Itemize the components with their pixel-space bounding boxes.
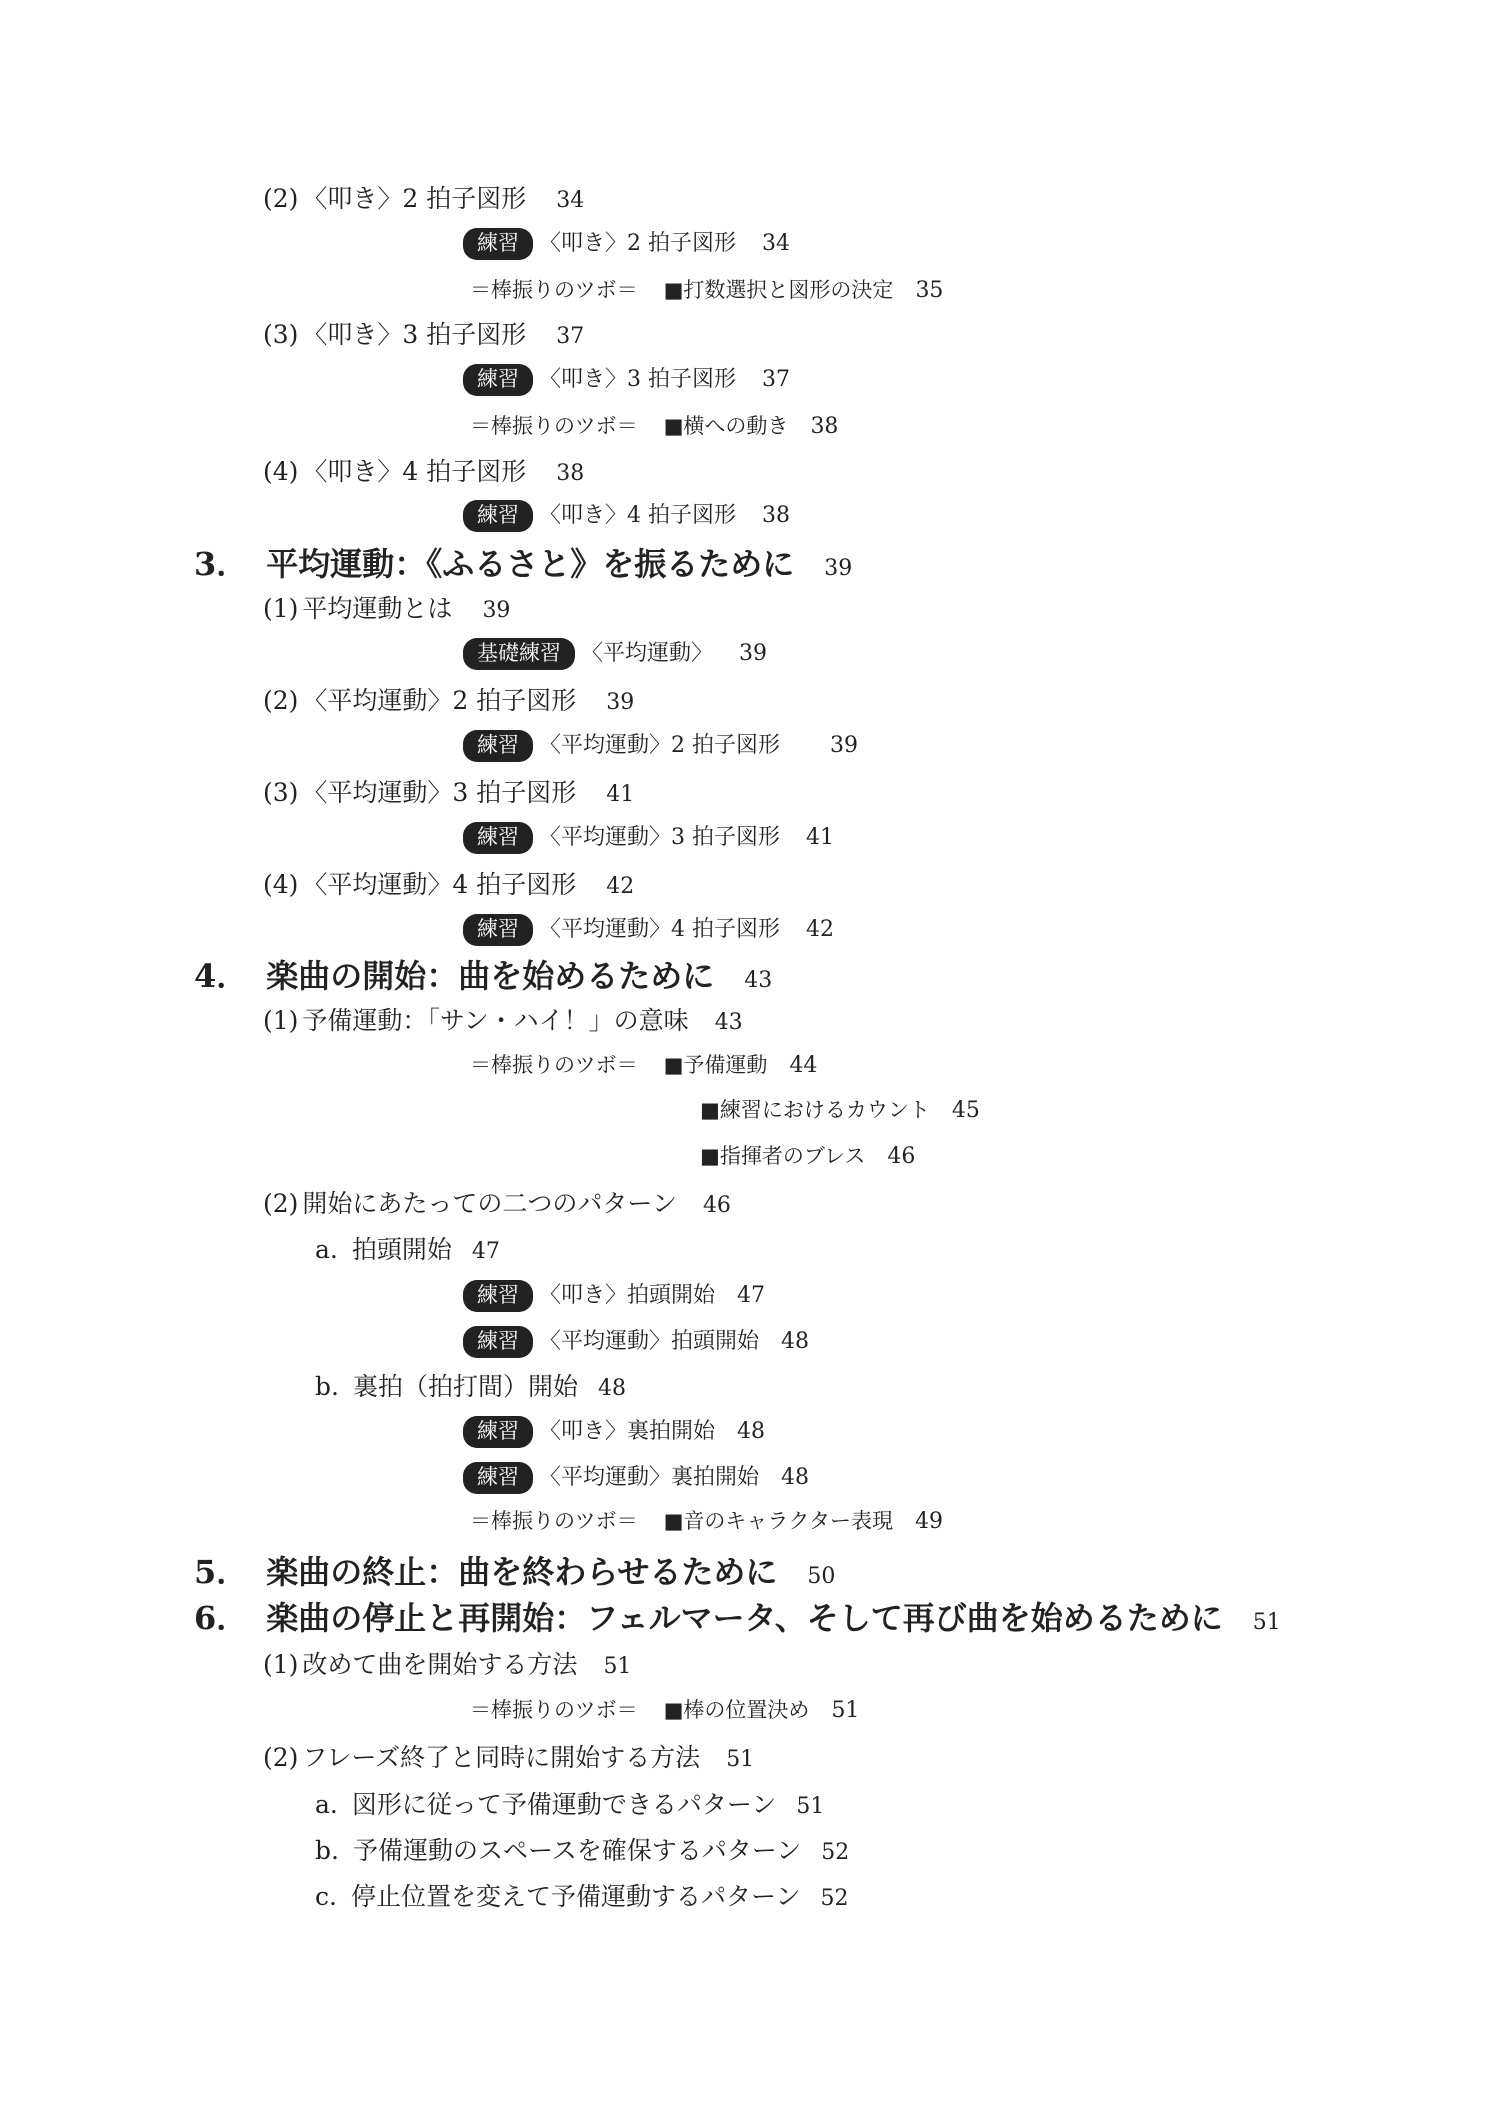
page-number: 39 <box>739 641 768 666</box>
toc-entry[interactable] <box>263 322 584 348</box>
practice-badge: 練習 <box>463 1280 533 1312</box>
page-number: 41 <box>606 782 635 807</box>
tip-label: ＝棒振りのツボ＝ <box>470 1053 638 1077</box>
tip-label: ＝棒振りのツボ＝ <box>470 1698 638 1722</box>
tip-label: ＝棒振りのツボ＝ <box>470 414 638 438</box>
practice-badge: 練習 <box>463 1462 533 1494</box>
entry-number: a. <box>315 1235 338 1264</box>
page-number: 39 <box>482 598 511 623</box>
chapter-heading[interactable] <box>194 957 773 995</box>
practice-title: 〈平均運動〉裏拍開始 <box>539 1465 760 1490</box>
toc-entry[interactable] <box>263 459 584 485</box>
page-number: 35 <box>915 278 944 303</box>
page-number: 51 <box>831 1698 860 1723</box>
toc-entry[interactable] <box>315 1838 849 1864</box>
page-number: 51 <box>726 1747 755 1772</box>
page-number: 34 <box>762 231 790 256</box>
entry-number: (2) <box>263 686 299 715</box>
entry-title: 図形に従って予備運動できるパターン <box>351 1790 777 1819</box>
practice-title: 〈叩き〉4 拍子図形 <box>539 503 736 528</box>
page-number: 51 <box>1252 1610 1281 1635</box>
page-number: 44 <box>789 1053 818 1078</box>
entry-number: b. <box>315 1372 339 1401</box>
entry-title: 〈平均運動〉2 拍子図形 <box>302 686 577 715</box>
page-number: 51 <box>603 1654 632 1679</box>
tip-entry[interactable] <box>470 1511 943 1533</box>
practice-title: 〈叩き〉2 拍子図形 <box>539 231 736 256</box>
tip-title: ■予備運動 <box>663 1053 768 1077</box>
chapter-title: 楽曲の開始：曲を始めるために <box>266 957 715 995</box>
practice-entry[interactable] <box>463 1280 765 1312</box>
page-number: 39 <box>606 690 635 715</box>
practice-title: 〈平均運動〉2 拍子図形 <box>539 733 780 758</box>
page-number: 42 <box>806 917 834 942</box>
tip-title: ■指揮者のブレス <box>700 1144 866 1168</box>
practice-title: 〈平均運動〉拍頭開始 <box>539 1329 760 1354</box>
entry-title: 〈叩き〉3 拍子図形 <box>302 320 527 349</box>
page-number: 39 <box>824 556 853 581</box>
entry-number: (1) <box>263 594 299 623</box>
entry-number: (2) <box>263 1743 299 1772</box>
entry-title: 〈叩き〉2 拍子図形 <box>302 184 527 213</box>
chapter-number: 4． <box>194 957 249 995</box>
toc-entry[interactable] <box>263 1745 754 1771</box>
entry-title: 改めて曲を開始する方法 <box>302 1650 578 1679</box>
page-number: 50 <box>807 1564 836 1589</box>
page-number: 49 <box>915 1509 944 1534</box>
entry-title: 拍頭開始 <box>351 1235 452 1264</box>
page-number: 43 <box>744 968 773 993</box>
entry-title: 〈平均運動〉4 拍子図形 <box>302 870 577 899</box>
page-number: 46 <box>887 1144 916 1169</box>
practice-entry[interactable] <box>463 730 858 762</box>
practice-badge: 練習 <box>463 1416 533 1448</box>
tip-title: ■練習におけるカウント <box>700 1098 930 1122</box>
toc-entry[interactable] <box>263 186 584 212</box>
tip-entry[interactable] <box>700 1146 915 1168</box>
toc-entry[interactable] <box>315 1374 626 1400</box>
entry-number: b. <box>315 1836 339 1865</box>
tip-entry[interactable] <box>470 416 838 438</box>
page-number: 48 <box>781 1329 810 1354</box>
page-number: 39 <box>830 733 858 758</box>
page-number: 52 <box>820 1886 849 1911</box>
entry-number: a. <box>315 1790 338 1819</box>
practice-entry[interactable] <box>463 1416 765 1448</box>
practice-badge: 基礎練習 <box>463 638 575 670</box>
chapter-heading[interactable] <box>194 545 853 583</box>
page-number: 41 <box>806 825 834 850</box>
practice-entry[interactable] <box>463 228 790 260</box>
page-number: 38 <box>556 461 585 486</box>
entry-title: 停止位置を変えて予備運動するパターン <box>350 1882 801 1911</box>
entry-number: (1) <box>263 1650 299 1679</box>
tip-entry[interactable] <box>470 280 943 302</box>
page-number: 48 <box>597 1376 626 1401</box>
entry-title: 裏拍（拍打間）開始 <box>352 1372 578 1401</box>
toc-entry[interactable] <box>263 688 634 714</box>
practice-entry[interactable] <box>463 638 767 670</box>
entry-title: 予備運動のスペースを確保するパターン <box>352 1836 802 1865</box>
entry-number: (4) <box>263 870 299 899</box>
page-number: 48 <box>737 1419 766 1444</box>
entry-title: 〈平均運動〉3 拍子図形 <box>302 778 577 807</box>
chapter-title: 平均運動：《ふるさと》を振るために <box>266 545 795 583</box>
chapter-title: 楽曲の停止と再開始：フェルマータ、そして再び曲を始めるために <box>266 1599 1223 1637</box>
practice-entry[interactable] <box>463 914 834 946</box>
entry-number: (3) <box>263 778 299 807</box>
chapter-number: 3． <box>194 545 249 583</box>
practice-entry[interactable] <box>463 1462 809 1494</box>
toc-entry[interactable] <box>315 1237 500 1263</box>
page-number: 46 <box>702 1193 731 1218</box>
tip-title: ■打数選択と図形の決定 <box>663 278 894 302</box>
entry-number: (2) <box>263 184 299 213</box>
toc-entry[interactable] <box>263 780 634 806</box>
tip-title: ■横への動き <box>663 414 789 438</box>
toc-entry[interactable] <box>263 1191 731 1217</box>
practice-entry[interactable] <box>463 822 834 854</box>
toc-entry[interactable] <box>315 1792 824 1818</box>
practice-badge: 練習 <box>463 730 533 762</box>
entry-number: c. <box>315 1882 337 1911</box>
practice-title: 〈平均運動〉4 拍子図形 <box>539 917 780 942</box>
practice-badge: 練習 <box>463 364 533 396</box>
entry-title: 開始にあたっての二つのパターン <box>302 1189 677 1218</box>
entry-number: (2) <box>263 1189 299 1218</box>
page-number: 47 <box>737 1283 766 1308</box>
page-number: 43 <box>714 1010 743 1035</box>
practice-title: 〈叩き〉3 拍子図形 <box>539 367 736 392</box>
page-number: 37 <box>762 367 790 392</box>
tip-entry[interactable] <box>470 1700 859 1722</box>
entry-title: 〈叩き〉4 拍子図形 <box>302 457 527 486</box>
entry-number: (3) <box>263 320 299 349</box>
practice-title: 〈叩き〉裏拍開始 <box>539 1419 716 1444</box>
practice-badge: 練習 <box>463 822 533 854</box>
entry-number: (1) <box>263 1006 299 1035</box>
tip-title: ■棒の位置決め <box>663 1698 810 1722</box>
entry-number: (4) <box>263 457 299 486</box>
toc-entry[interactable] <box>263 1008 743 1034</box>
practice-entry[interactable] <box>463 500 790 532</box>
page-number: 47 <box>471 1239 500 1264</box>
page-number: 51 <box>796 1794 825 1819</box>
chapter-number: 6． <box>194 1599 249 1637</box>
chapter-title: 楽曲の終止：曲を終わらせるために <box>266 1553 778 1591</box>
practice-badge: 練習 <box>463 914 533 946</box>
practice-badge: 練習 <box>463 500 533 532</box>
tip-title: ■音のキャラクター表現 <box>663 1509 894 1533</box>
practice-entry[interactable] <box>463 1326 809 1358</box>
entry-title: 平均運動とは <box>302 594 453 623</box>
practice-title: 〈平均運動〉3 拍子図形 <box>539 825 780 850</box>
chapter-number: 5． <box>194 1553 249 1591</box>
chapter-heading[interactable] <box>194 1553 836 1591</box>
tip-entry[interactable] <box>700 1100 980 1122</box>
toc-entry[interactable] <box>263 1652 631 1678</box>
practice-title: 〈叩き〉拍頭開始 <box>539 1283 716 1308</box>
page-number: 52 <box>821 1840 850 1865</box>
chapter-heading[interactable] <box>194 1599 1281 1637</box>
page-number: 38 <box>810 414 839 439</box>
toc-entry[interactable] <box>263 596 510 622</box>
page-number: 42 <box>606 874 635 899</box>
practice-entry[interactable] <box>463 364 790 396</box>
practice-title: 〈平均運動〉 <box>581 641 714 666</box>
page-number: 45 <box>951 1098 980 1123</box>
page-number: 34 <box>556 188 585 213</box>
page-number: 38 <box>762 503 790 528</box>
page-number: 48 <box>781 1465 810 1490</box>
entry-title: フレーズ終了と同時に開始する方法 <box>302 1743 701 1772</box>
tip-label: ＝棒振りのツボ＝ <box>470 1509 638 1533</box>
page-number: 37 <box>556 324 585 349</box>
tip-label: ＝棒振りのツボ＝ <box>470 278 638 302</box>
toc-entry[interactable] <box>315 1884 848 1910</box>
entry-title: 予備運動：「サン・ハイ！」の意味 <box>302 1006 689 1035</box>
practice-badge: 練習 <box>463 1326 533 1358</box>
toc-entry[interactable] <box>263 872 634 898</box>
tip-entry[interactable] <box>470 1055 817 1077</box>
practice-badge: 練習 <box>463 228 533 260</box>
